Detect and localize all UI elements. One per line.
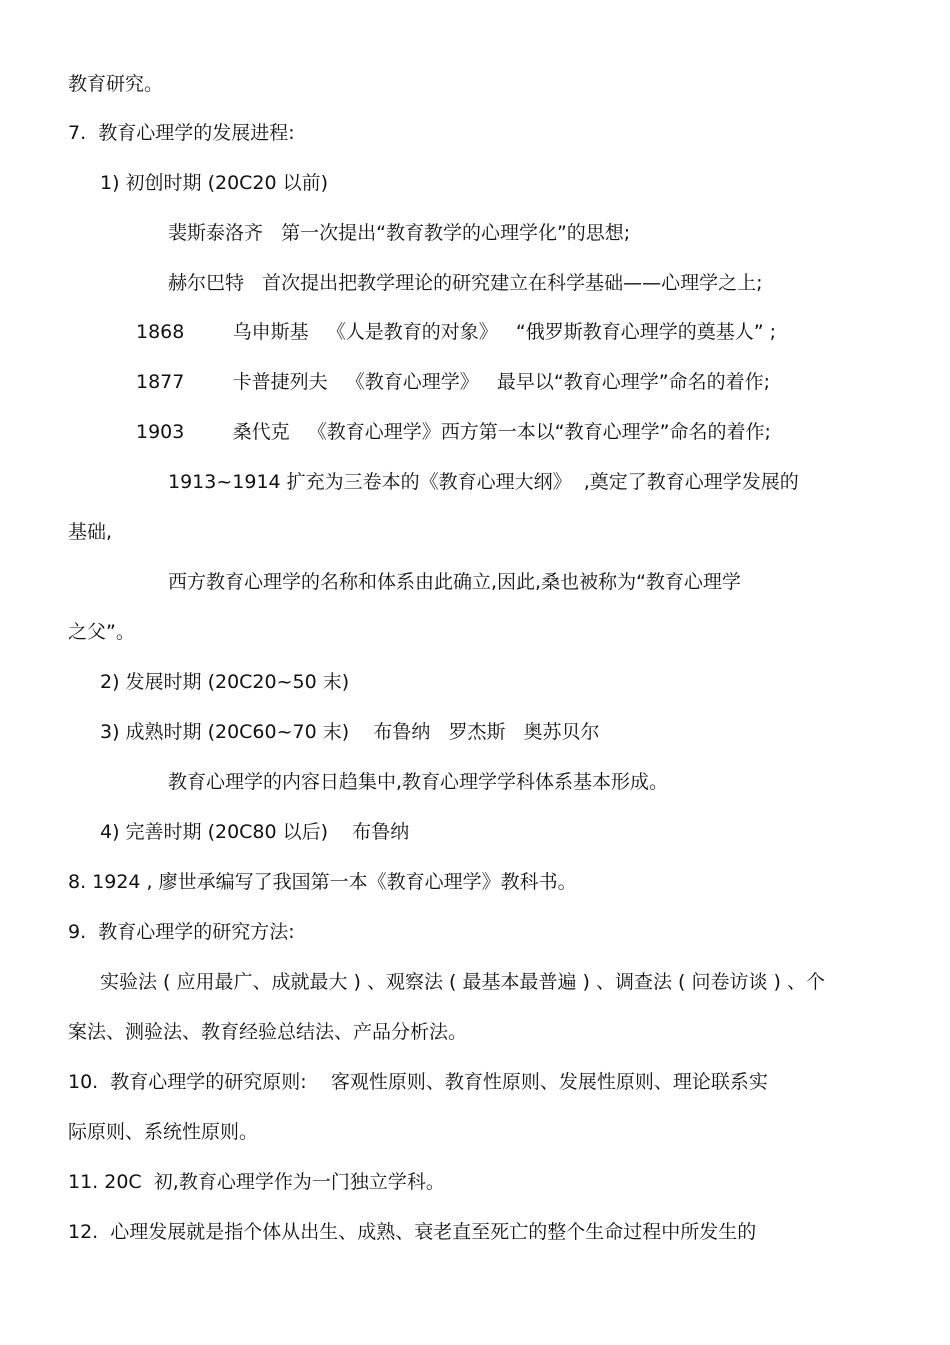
text-line: 裴斯泰洛齐 第一次提出“教育教学的心理学化”的思想; [168,222,631,244]
section-heading: 8. 1924 , 廖世承编写了我国第一本《教育心理学》教科书。 [68,871,577,893]
section-heading: 9. 教育心理学的研究方法: [68,921,295,943]
section-heading: 12. 心理发展就是指个体从出生、成熟、衰老直至死亡的整个生命过程中所发生的 [68,1221,757,1243]
text-line: 之父”。 [68,621,135,643]
text-line: 1903 桑代克 《教育心理学》西方第一本以“教育心理学”命名的着作; [136,421,771,443]
subsection-heading: 2) 发展时期 (20C20~50 末) [100,671,350,693]
text-line: 实验法 ( 应用最广、成就最大 ) 、观察法 ( 最基本最普遍 ) 、调查法 ( 问卷访谈 ) 、个 [100,971,825,993]
subsection-heading: 4) 完善时期 (20C80 以后) 布鲁纳 [100,821,410,843]
section-heading: 7. 教育心理学的发展进程: [68,122,295,144]
text-line: 赫尔巴特 首次提出把教学理论的研究建立在科学基础——心理学之上; [168,272,763,294]
text-line: 1877 卡普捷列夫 《教育心理学》 最早以“教育心理学”命名的着作; [136,371,770,393]
text-line: 教育研究。 [68,73,164,95]
section-heading: 10. 教育心理学的研究原则: 客观性原则、教育性原则、发展性原则、理论联系实 [68,1071,768,1093]
subsection-heading: 3) 成熟时期 (20C60~70 末) 布鲁纳 罗杰斯 奥苏贝尔 [100,721,600,743]
text-line: 案法、测验法、教育经验总结法、产品分析法。 [68,1021,468,1043]
text-line: 际原则、系统性原则。 [68,1121,259,1143]
text-line: 基础, [68,521,113,543]
text-line: 1868 乌申斯基 《人是教育的对象》 “俄罗斯教育心理学的奠基人” ; [136,321,777,343]
text-line: 教育心理学的内容日趋集中,教育心理学学科体系基本形成。 [168,771,669,793]
subsection-heading: 1) 初创时期 (20C20 以前) [100,172,329,194]
section-heading: 11. 20C 初,教育心理学作为一门独立学科。 [68,1171,445,1193]
text-line: 1913~1914 扩充为三卷本的《教育心理大纲》 ,奠定了教育心理学发展的 [168,471,799,493]
text-line: 西方教育心理学的名称和体系由此确立,因此,桑也被称为“教育心理学 [168,571,741,593]
